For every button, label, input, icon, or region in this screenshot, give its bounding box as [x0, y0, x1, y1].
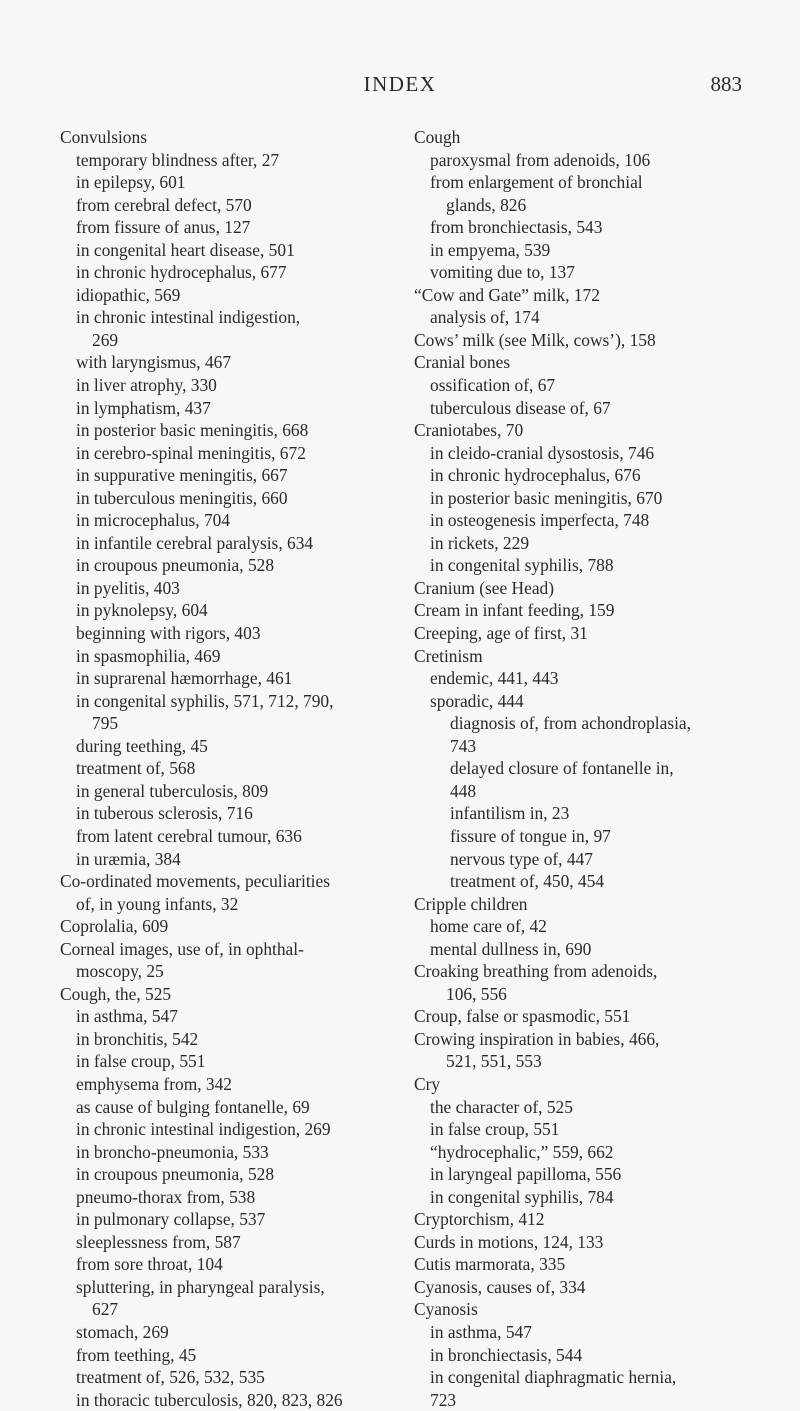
index-subentry: of, in young infants, 32 — [76, 893, 239, 914]
index-subentry: in general tuberculosis, 809 — [76, 780, 269, 801]
index-subentry: in empyema, 539 — [430, 239, 551, 260]
index-entry: Cyanosis, causes of, 334 — [414, 1276, 586, 1297]
index-entry: Cranium (see Head) — [414, 577, 555, 598]
index-entry: Creeping, age of first, 31 — [414, 623, 588, 644]
index-subentry: as cause of bulging fontanelle, 69 — [76, 1096, 310, 1117]
index-subentry: in pulmonary collapse, 537 — [76, 1209, 266, 1230]
index-subentry: in congenital syphilis, 571, 712, 790, — [76, 690, 334, 711]
index-subentry: nervous type of, 447 — [450, 848, 593, 869]
index-subentry: in tuberous sclerosis, 716 — [76, 803, 253, 824]
index-entry: Cyanosis — [414, 1299, 478, 1320]
index-subentry: in congenital diaphragmatic hernia, — [430, 1367, 677, 1388]
index-subentry: in spasmophilia, 469 — [76, 645, 221, 666]
index-subentry: 795 — [92, 713, 119, 734]
index-subentry: in congenital heart disease, 501 — [76, 239, 295, 260]
page-number: 883 — [710, 72, 742, 96]
index-subentry: from cerebral defect, 570 — [76, 194, 252, 215]
index-subentry: during teething, 45 — [76, 735, 208, 756]
index-subentry: with laryngismus, 467 — [76, 352, 232, 373]
index-subentry: tuberculous disease of, 67 — [430, 397, 611, 418]
index-subentry: “hydrocephalic,” 559, 662 — [430, 1141, 614, 1162]
index-subentry: paroxysmal from adenoids, 106 — [430, 149, 651, 170]
page-header — [0, 72, 800, 102]
index-subentry: 521, 551, 553 — [446, 1051, 542, 1072]
index-subentry: infantilism in, 23 — [450, 803, 570, 824]
index-entry: Cream in infant feeding, 159 — [414, 600, 615, 621]
index-subentry: from enlargement of bronchial — [430, 172, 643, 193]
index-subentry: in cleido-cranial dysostosis, 746 — [430, 442, 655, 463]
index-subentry: in infantile cerebral paralysis, 634 — [76, 532, 314, 553]
index-subentry: in bronchitis, 542 — [76, 1028, 199, 1049]
index-entry: Curds in motions, 124, 133 — [414, 1231, 604, 1252]
index-subentry: pneumo-thorax from, 538 — [76, 1186, 256, 1207]
index-subentry: treatment of, 450, 454 — [450, 871, 605, 892]
index-subentry: in chronic hydrocephalus, 676 — [430, 465, 641, 486]
index-subentry: beginning with rigors, 403 — [76, 623, 261, 644]
index-subentry: emphysema from, 342 — [76, 1073, 232, 1094]
index-subentry: 106, 556 — [446, 983, 507, 1004]
index-subentry: temporary blindness after, 27 — [76, 149, 280, 170]
index-subentry: in posterior basic meningitis, 670 — [430, 487, 663, 508]
index-subentry: spluttering, in pharyngeal paralysis, — [76, 1276, 325, 1297]
index-subentry: in bronchiectasis, 544 — [430, 1344, 583, 1365]
index-subentry: in false croup, 551 — [430, 1119, 560, 1140]
index-subentry: in asthma, 547 — [76, 1006, 178, 1027]
index-subentry: endemic, 441, 443 — [430, 668, 559, 689]
index-subentry: sleeplessness from, 587 — [76, 1231, 241, 1252]
index-subentry: in pyelitis, 403 — [76, 577, 180, 598]
index-subentry: in cerebro-spinal meningitis, 672 — [76, 442, 306, 463]
index-subentry: 627 — [92, 1299, 119, 1320]
index-entry: Cretinism — [414, 645, 483, 666]
index-entry: Cry — [414, 1073, 441, 1094]
index-column-right — [414, 126, 754, 1411]
index-subentry: in osteogenesis imperfecta, 748 — [430, 510, 650, 531]
index-subentry: fissure of tongue in, 97 — [450, 825, 611, 846]
index-subentry: glands, 826 — [446, 194, 527, 215]
index-entry: Cranial bones — [414, 352, 511, 373]
index-entry: Co-ordinated movements, peculiarities — [60, 871, 330, 892]
index-subentry: in croupous pneumonia, 528 — [76, 555, 275, 576]
index-subentry: the character of, 525 — [430, 1096, 573, 1117]
index-subentry: in uræmia, 384 — [76, 848, 181, 869]
index-entry: Convulsions — [60, 127, 147, 147]
index-entry: Cryptorchism, 412 — [414, 1209, 545, 1230]
index-subentry: in congenital syphilis, 788 — [430, 555, 614, 576]
index-subentry: in suppurative meningitis, 667 — [76, 465, 288, 486]
index-subentry: vomiting due to, 137 — [430, 262, 575, 283]
index-entry: Croaking breathing from adenoids, — [414, 961, 658, 982]
index-subentry: sporadic, 444 — [430, 690, 524, 711]
index-subentry: in thoracic tuberculosis, 820, 823, 826 — [76, 1389, 343, 1410]
index-subentry: in chronic hydrocephalus, 677 — [76, 262, 287, 283]
index-subentry: from sore throat, 104 — [76, 1254, 223, 1275]
index-subentry: treatment of, 568 — [76, 758, 196, 779]
index-subentry: idiopathic, 569 — [76, 284, 181, 305]
index-entry: “Cow and Gate” milk, 172 — [414, 284, 600, 305]
index-entry: Cough — [414, 127, 461, 147]
index-entry: Cough, the, 525 — [60, 983, 172, 1004]
index-subentry: in liver atrophy, 330 — [76, 375, 217, 396]
index-entry: Cripple children — [414, 893, 528, 914]
index-subentry: home care of, 42 — [430, 916, 547, 937]
index-subentry: in suprarenal hæmorrhage, 461 — [76, 668, 293, 689]
index-entry: Cows’ milk (see Milk, cows’), 158 — [414, 329, 656, 350]
index-subentry: in false croup, 551 — [76, 1051, 206, 1072]
index-subentry: from fissure of anus, 127 — [76, 217, 251, 238]
index-entry: Corneal images, use of, in ophthal- — [60, 938, 304, 959]
index-subentry: from bronchiectasis, 543 — [430, 217, 603, 238]
index-subentry: 723 — [430, 1389, 457, 1410]
index-subentry: from latent cerebral tumour, 636 — [76, 825, 302, 846]
index-subentry: in epilepsy, 601 — [76, 172, 186, 193]
index-subentry: in rickets, 229 — [430, 532, 530, 553]
index-subentry: 448 — [450, 780, 477, 801]
index-entry: Crowing inspiration in babies, 466, — [414, 1028, 660, 1049]
index-subentry: from teething, 45 — [76, 1344, 197, 1365]
index-subentry: mental dullness in, 690 — [430, 938, 592, 959]
index-subentry: in microcephalus, 704 — [76, 510, 231, 531]
index-subentry: diagnosis of, from achondroplasia, — [450, 713, 691, 734]
index-subentry: in congenital syphilis, 784 — [430, 1186, 614, 1207]
index-subentry: in chronic intestinal indigestion, 269 — [76, 1119, 331, 1140]
index-subentry: in chronic intestinal indigestion, — [76, 307, 301, 328]
index-subentry: in croupous pneumonia, 528 — [76, 1164, 275, 1185]
index-subentry: in broncho-pneumonia, 533 — [76, 1141, 269, 1162]
index-subentry: in asthma, 547 — [430, 1321, 532, 1342]
index-subentry: in lymphatism, 437 — [76, 397, 211, 418]
index-subentry: ossification of, 67 — [430, 375, 556, 396]
index-subentry: 269 — [92, 329, 119, 350]
index-subentry: in pyknolepsy, 604 — [76, 600, 208, 621]
index-subentry: in laryngeal papilloma, 556 — [430, 1164, 622, 1185]
index-subentry: in tuberculous meningitis, 660 — [76, 487, 288, 508]
index-subentry: moscopy, 25 — [76, 961, 164, 982]
index-entry: Cutis marmorata, 335 — [414, 1254, 566, 1275]
index-subentry: treatment of, 526, 532, 535 — [76, 1367, 265, 1388]
index-subentry: in posterior basic meningitis, 668 — [76, 420, 309, 441]
index-subentry: analysis of, 174 — [430, 307, 540, 328]
index-subentry: 743 — [450, 735, 477, 756]
index-subentry: stomach, 269 — [76, 1321, 169, 1342]
index-subentry: delayed closure of fontanelle in, — [450, 758, 674, 779]
index-column-left — [60, 126, 400, 1411]
index-entry: Croup, false or spasmodic, 551 — [414, 1006, 631, 1027]
index-entry: Craniotabes, 70 — [414, 420, 524, 441]
index-entry: Coprolalia, 609 — [60, 916, 169, 937]
page-title: INDEX — [363, 72, 437, 96]
